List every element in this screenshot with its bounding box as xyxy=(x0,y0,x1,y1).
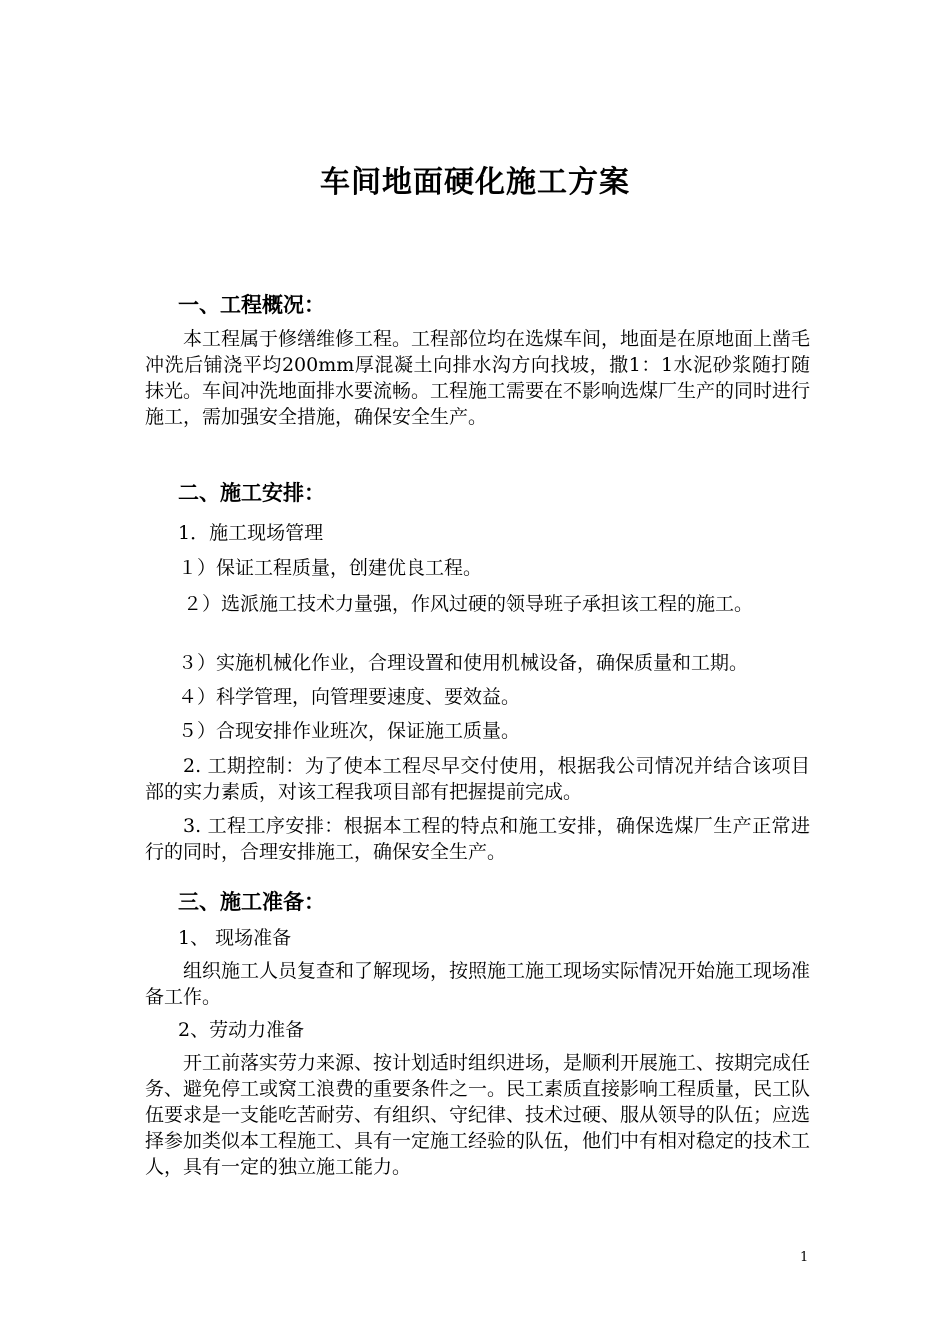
list-item: ４）科学管理，向管理要速度、要效益。 xyxy=(178,686,521,708)
list-item: １）保证工程质量，创建优良工程。 xyxy=(178,557,483,579)
page-number: 1 xyxy=(800,1250,809,1265)
section-heading-preparation: 三、施工准备： xyxy=(178,890,325,914)
overview-paragraph: 本工程属于修缮维修工程。工程部位均在选煤车间，地面是在原地面上凿毛冲洗后铺浇平均200mm厚混凝土向排水沟方向找坡，撒1：1水泥砂浆随打随抹光。车间冲洗地面排水要流畅。工程施工需要在不影响选煤厂生产的同时进行施工，需加强安全措施，确保安全生产。 xyxy=(145,328,811,428)
labor-preparation-paragraph: 开工前落实劳力来源、按计划适时组织进场，是顺利开展施工、按期完成任务、避免停工或窝工浪费的重要条件之一。民工素质直接影响工程质量，民工队伍要求是一支能吃苦耐劳、有组织、守纪律、技术过硬、服从领导的队伍；应选择参加类似本工程施工、具有一定施工经验的队伍，他们中有相对稳定的技术工人，具有一定的独立施工能力。 xyxy=(145,1052,811,1178)
list-item: 1、 现场准备 xyxy=(178,927,292,949)
process-arrangement-paragraph: 3. 工程工序安排：根据本工程的特点和施工安排，确保选煤厂生产正常进行的同时，合理安排施工，确保安全生产。 xyxy=(145,815,810,863)
list-item: ５）合现安排作业班次，保证施工质量。 xyxy=(178,720,521,742)
list-item: 1．施工现场管理 xyxy=(178,522,324,544)
site-preparation-paragraph: 组织施工人员复查和了解现场，按照施工施工现场实际情况开始施工现场准备工作。 xyxy=(145,960,811,1008)
list-item: ２）选派施工技术力量强，作风过硬的领导班子承担该工程的施工。 xyxy=(183,593,754,615)
list-item: ３）实施机械化作业，合理设置和使用机械设备，确保质量和工期。 xyxy=(178,652,749,674)
schedule-control-paragraph: 2. 工期控制：为了使本工程尽早交付使用，根据我公司情况并结合该项目部的实力素质，对该工程我项目部有把握提前完成。 xyxy=(145,755,810,803)
section-heading-overview: 一、工程概况： xyxy=(178,293,325,317)
list-item: 2、劳动力准备 xyxy=(178,1019,305,1041)
document-title: 车间地面硬化施工方案 xyxy=(320,165,630,200)
section-heading-arrangement: 二、施工安排： xyxy=(178,481,325,505)
